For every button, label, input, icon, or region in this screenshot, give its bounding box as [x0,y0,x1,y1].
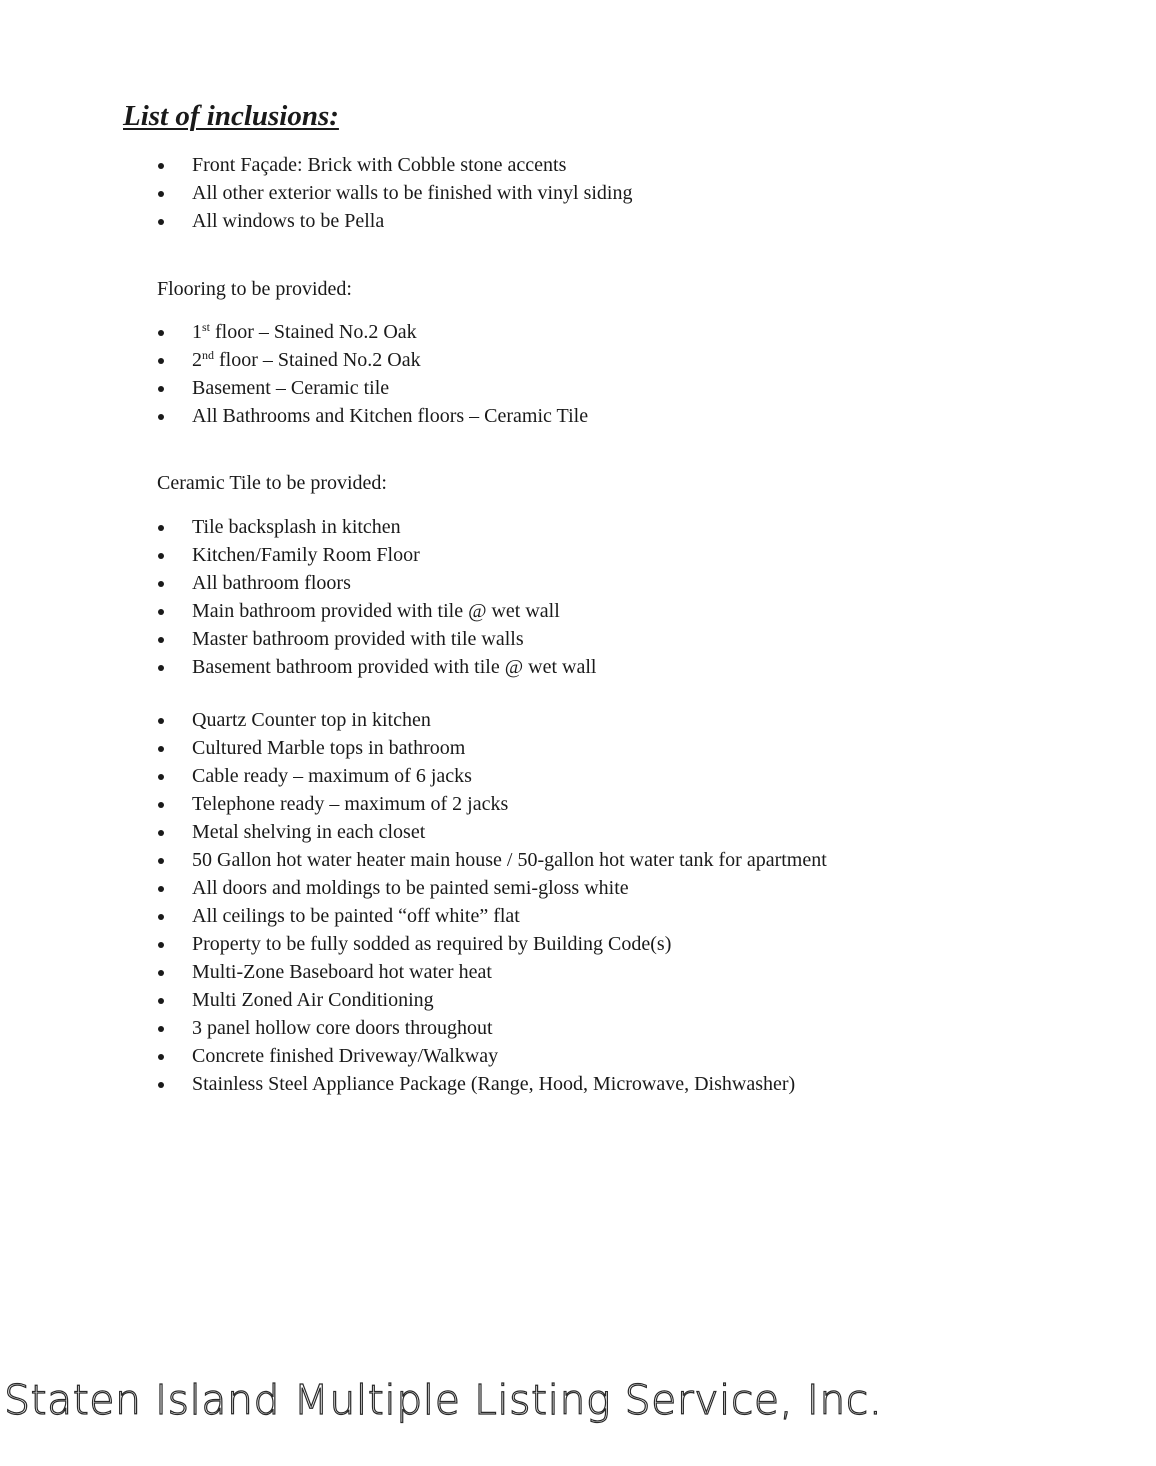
list-item: Main bathroom provided with tile @ wet wall [157,597,596,625]
list-item: Master bathroom provided with tile walls [157,625,596,653]
list-item: Basement bathroom provided with tile @ wet wall [157,653,596,681]
list-item: Stainless Steel Appliance Package (Range, Hood, Microwave, Dishwasher) [157,1070,827,1098]
list-item: All windows to be Pella [157,207,633,235]
flooring-list [157,318,588,430]
list-item: Property to be fully sodded as required by Building Code(s) [157,930,827,958]
list-item: Telephone ready – maximum of 2 jacks [157,790,827,818]
list-item: 50 Gallon hot water heater main house / 50-gallon hot water tank for apartment [157,846,827,874]
flooring-heading: Flooring to be provided: [157,278,352,300]
ceramic-tile-list [157,513,596,681]
list-item: 3 panel hollow core doors throughout [157,1014,827,1042]
other-inclusions-list [157,706,827,1098]
list-item-first-floor [157,318,588,346]
floor-number: 2 [192,349,202,371]
list-item: Cultured Marble tops in bathroom [157,734,827,762]
page-title: List of inclusions: [123,100,339,132]
ordinal-suffix: nd [202,348,214,362]
list-item: Quartz Counter top in kitchen [157,706,827,734]
list-item: Multi-Zone Baseboard hot water heat [157,958,827,986]
floor-text: floor – Stained No.2 Oak [210,321,417,343]
list-item: Metal shelving in each closet [157,818,827,846]
ceramic-tile-heading: Ceramic Tile to be provided: [157,472,387,494]
mls-watermark: Staten Island Multiple Listing Service, Inc. [4,1376,883,1424]
list-item-second-floor [157,346,588,374]
list-item: Kitchen/Family Room Floor [157,541,596,569]
ordinal-suffix: st [202,320,211,334]
list-item: Tile backsplash in kitchen [157,513,596,541]
list-item: All doors and moldings to be painted semi-gloss white [157,874,827,902]
list-item: All bathroom floors [157,569,596,597]
floor-text: floor – Stained No.2 Oak [214,349,421,371]
list-item: Basement – Ceramic tile [157,374,588,402]
list-item: All ceilings to be painted “off white” flat [157,902,827,930]
list-item: Cable ready – maximum of 6 jacks [157,762,827,790]
list-item: All other exterior walls to be finished with vinyl siding [157,179,633,207]
exterior-list [157,151,633,235]
list-item: Front Façade: Brick with Cobble stone accents [157,151,633,179]
list-item: Concrete finished Driveway/Walkway [157,1042,827,1070]
list-item: Multi Zoned Air Conditioning [157,986,827,1014]
list-item: All Bathrooms and Kitchen floors – Ceramic Tile [157,402,588,430]
floor-number: 1 [192,321,202,343]
